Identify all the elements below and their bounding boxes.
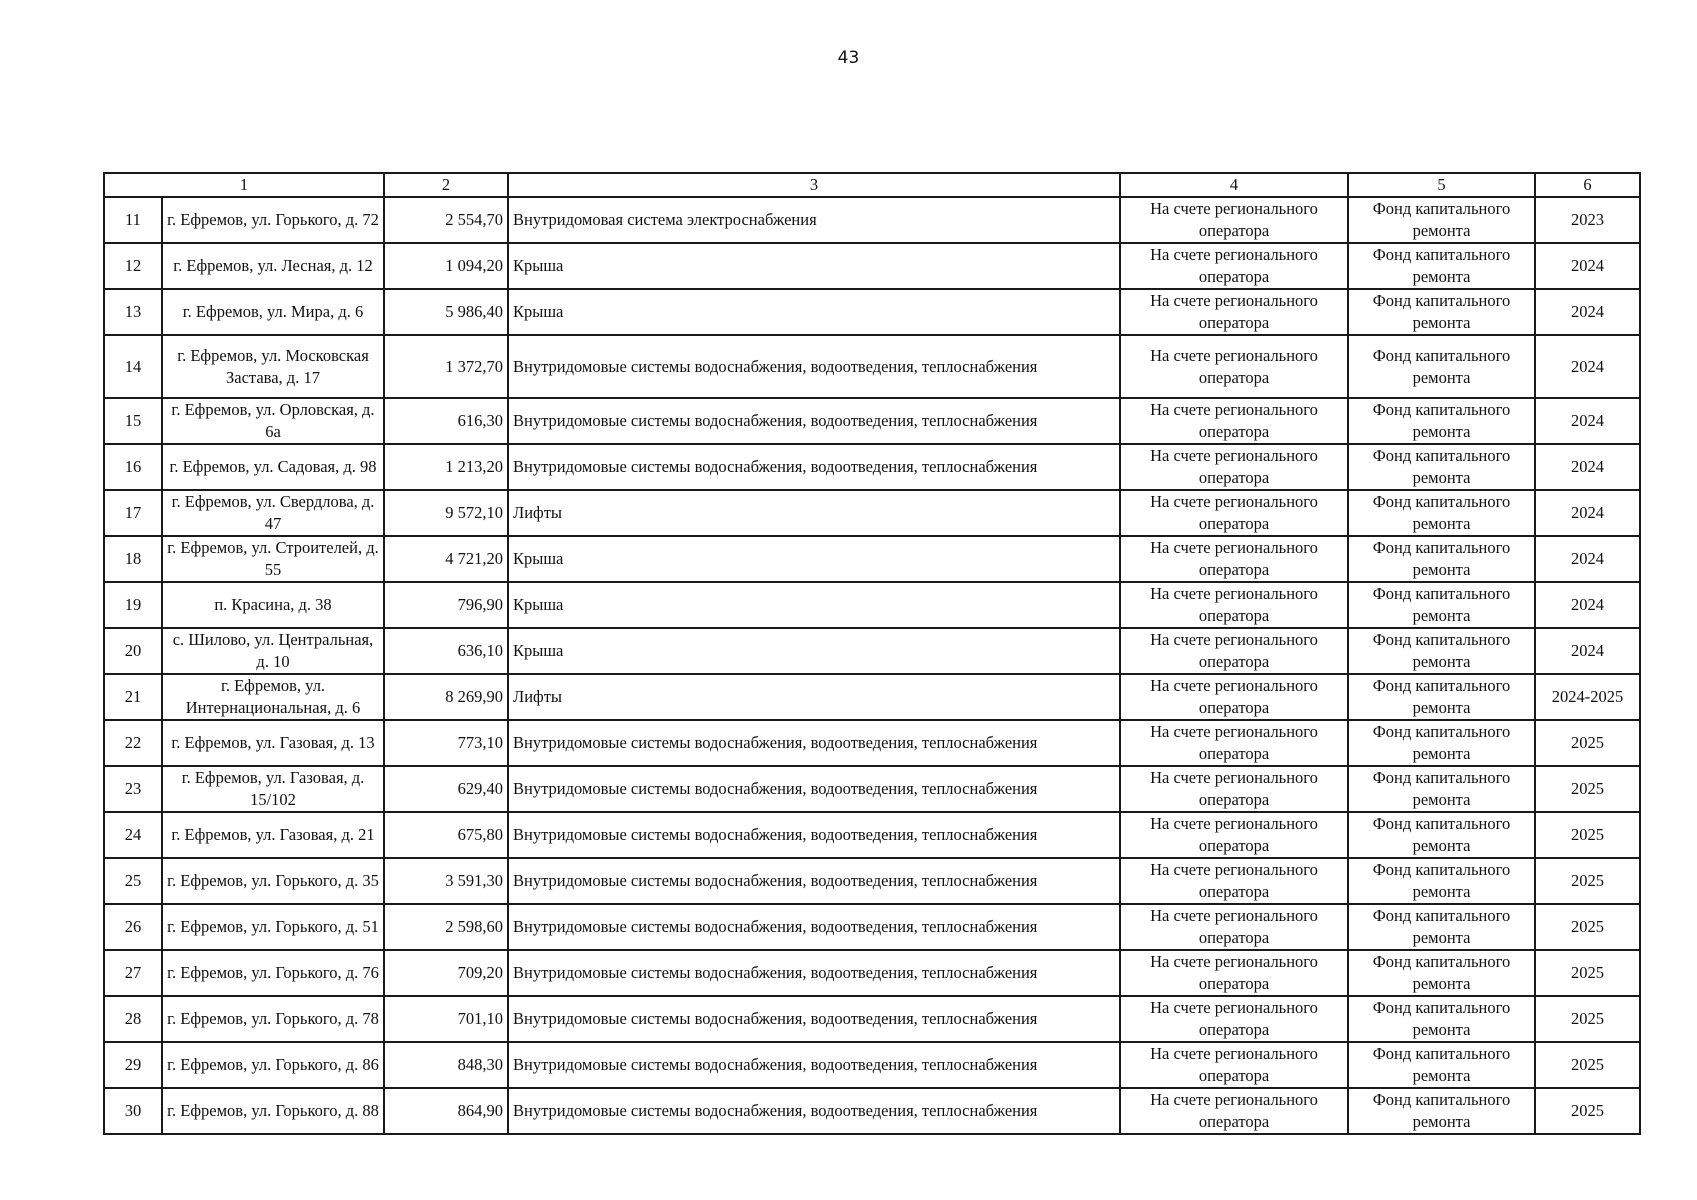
account-cell: На счете регионального оператора — [1120, 1088, 1348, 1134]
year-cell: 2025 — [1535, 720, 1640, 766]
year-cell: 2024 — [1535, 628, 1640, 674]
account-cell: На счете регионального оператора — [1120, 858, 1348, 904]
area-cell: 1 094,20 — [384, 243, 508, 289]
address-cell: г. Ефремов, ул. Орловская, д. 6а — [162, 398, 384, 444]
funding-source-cell: Фонд капитального ремонта — [1348, 1088, 1535, 1134]
area-cell: 709,20 — [384, 950, 508, 996]
address-cell: г. Ефремов, ул. Газовая, д. 13 — [162, 720, 384, 766]
work-type-cell: Внутридомовые системы водоснабжения, водоотведения, теплоснабжения — [508, 720, 1120, 766]
area-cell: 773,10 — [384, 720, 508, 766]
address-cell: г. Ефремов, ул. Горького, д. 78 — [162, 996, 384, 1042]
account-cell: На счете регионального оператора — [1120, 536, 1348, 582]
address-cell: г. Ефремов, ул. Горького, д. 51 — [162, 904, 384, 950]
year-cell: 2024 — [1535, 335, 1640, 398]
year-cell: 2025 — [1535, 904, 1640, 950]
funding-source-cell: Фонд капитального ремонта — [1348, 996, 1535, 1042]
column-header: 2 — [384, 173, 508, 197]
funding-source-cell: Фонд капитального ремонта — [1348, 812, 1535, 858]
address-cell: г. Ефремов, ул. Горького, д. 35 — [162, 858, 384, 904]
funding-source-cell: Фонд капитального ремонта — [1348, 720, 1535, 766]
row-number: 27 — [104, 950, 162, 996]
table-row — [104, 398, 1640, 444]
table-row — [104, 858, 1640, 904]
year-cell: 2023 — [1535, 197, 1640, 243]
work-type-cell: Внутридомовые системы водоснабжения, водоотведения, теплоснабжения — [508, 904, 1120, 950]
area-cell: 701,10 — [384, 996, 508, 1042]
row-number: 26 — [104, 904, 162, 950]
funding-source-cell: Фонд капитального ремонта — [1348, 444, 1535, 490]
row-number: 12 — [104, 243, 162, 289]
account-cell: На счете регионального оператора — [1120, 812, 1348, 858]
row-number: 16 — [104, 444, 162, 490]
address-cell: г. Ефремов, ул. Строителей, д. 55 — [162, 536, 384, 582]
row-number: 19 — [104, 582, 162, 628]
area-cell: 8 269,90 — [384, 674, 508, 720]
account-cell: На счете регионального оператора — [1120, 243, 1348, 289]
page-number: 43 — [837, 48, 860, 68]
table-row — [104, 766, 1640, 812]
account-cell: На счете регионального оператора — [1120, 766, 1348, 812]
area-cell: 2 598,60 — [384, 904, 508, 950]
work-type-cell: Крыша — [508, 289, 1120, 335]
year-cell: 2024 — [1535, 444, 1640, 490]
column-header: 3 — [508, 173, 1120, 197]
work-type-cell: Внутридомовые системы водоснабжения, водоотведения, теплоснабжения — [508, 812, 1120, 858]
work-type-cell: Внутридомовые системы водоснабжения, водоотведения, теплоснабжения — [508, 996, 1120, 1042]
table-row — [104, 335, 1640, 398]
address-cell: г. Ефремов, ул. Свердлова, д. 47 — [162, 490, 384, 536]
column-header: 1 — [104, 173, 384, 197]
year-cell: 2024-2025 — [1535, 674, 1640, 720]
work-type-cell: Крыша — [508, 243, 1120, 289]
address-cell: г. Ефремов, ул. Газовая, д. 21 — [162, 812, 384, 858]
funding-source-cell: Фонд капитального ремонта — [1348, 536, 1535, 582]
year-cell: 2024 — [1535, 582, 1640, 628]
funding-source-cell: Фонд капитального ремонта — [1348, 1042, 1535, 1088]
table-row — [104, 582, 1640, 628]
area-cell: 2 554,70 — [384, 197, 508, 243]
work-type-cell: Внутридомовые системы водоснабжения, водоотведения, теплоснабжения — [508, 398, 1120, 444]
work-type-cell: Крыша — [508, 536, 1120, 582]
account-cell: На счете регионального оператора — [1120, 197, 1348, 243]
account-cell: На счете регионального оператора — [1120, 335, 1348, 398]
area-cell: 864,90 — [384, 1088, 508, 1134]
row-number: 30 — [104, 1088, 162, 1134]
account-cell: На счете регионального оператора — [1120, 950, 1348, 996]
address-cell: с. Шилово, ул. Центральная, д. 10 — [162, 628, 384, 674]
funding-source-cell: Фонд капитального ремонта — [1348, 766, 1535, 812]
header-row — [104, 173, 1640, 197]
row-number: 14 — [104, 335, 162, 398]
area-cell: 4 721,20 — [384, 536, 508, 582]
address-cell: г. Ефремов, ул. Горького, д. 86 — [162, 1042, 384, 1088]
table-row — [104, 812, 1640, 858]
row-number: 13 — [104, 289, 162, 335]
area-cell: 675,80 — [384, 812, 508, 858]
funding-source-cell: Фонд капитального ремонта — [1348, 904, 1535, 950]
funding-source-cell: Фонд капитального ремонта — [1348, 335, 1535, 398]
address-cell: г. Ефремов, ул. Горького, д. 72 — [162, 197, 384, 243]
table-row — [104, 1088, 1640, 1134]
address-cell: г. Ефремов, ул. Московская Застава, д. 17 — [162, 335, 384, 398]
account-cell: На счете регионального оператора — [1120, 444, 1348, 490]
table-row — [104, 674, 1640, 720]
area-cell: 848,30 — [384, 1042, 508, 1088]
column-header: 5 — [1348, 173, 1535, 197]
work-type-cell: Внутридомовая система электроснабжения — [508, 197, 1120, 243]
table-row — [104, 904, 1640, 950]
funding-source-cell: Фонд капитального ремонта — [1348, 858, 1535, 904]
table-row — [104, 490, 1640, 536]
account-cell: На счете регионального оператора — [1120, 720, 1348, 766]
year-cell: 2025 — [1535, 996, 1640, 1042]
year-cell: 2025 — [1535, 812, 1640, 858]
area-cell: 1 213,20 — [384, 444, 508, 490]
work-type-cell: Внутридомовые системы водоснабжения, водоотведения, теплоснабжения — [508, 1088, 1120, 1134]
work-type-cell: Крыша — [508, 582, 1120, 628]
work-type-cell: Лифты — [508, 674, 1120, 720]
column-header: 4 — [1120, 173, 1348, 197]
table-row — [104, 720, 1640, 766]
address-cell: г. Ефремов, ул. Горького, д. 88 — [162, 1088, 384, 1134]
work-type-cell: Внутридомовые системы водоснабжения, водоотведения, теплоснабжения — [508, 950, 1120, 996]
area-cell: 616,30 — [384, 398, 508, 444]
account-cell: На счете регионального оператора — [1120, 490, 1348, 536]
funding-source-cell: Фонд капитального ремонта — [1348, 628, 1535, 674]
address-cell: г. Ефремов, ул. Горького, д. 76 — [162, 950, 384, 996]
area-cell: 3 591,30 — [384, 858, 508, 904]
year-cell: 2024 — [1535, 243, 1640, 289]
work-type-cell: Внутридомовые системы водоснабжения, водоотведения, теплоснабжения — [508, 858, 1120, 904]
table-row — [104, 950, 1640, 996]
work-type-cell: Лифты — [508, 490, 1120, 536]
table-row — [104, 1042, 1640, 1088]
work-type-cell: Внутридомовые системы водоснабжения, водоотведения, теплоснабжения — [508, 335, 1120, 398]
table-row — [104, 444, 1640, 490]
year-cell: 2024 — [1535, 536, 1640, 582]
area-cell: 5 986,40 — [384, 289, 508, 335]
year-cell: 2024 — [1535, 398, 1640, 444]
row-number: 25 — [104, 858, 162, 904]
work-type-cell: Крыша — [508, 628, 1120, 674]
funding-source-cell: Фонд капитального ремонта — [1348, 950, 1535, 996]
account-cell: На счете регионального оператора — [1120, 1042, 1348, 1088]
table-row — [104, 996, 1640, 1042]
table-row — [104, 628, 1640, 674]
row-number: 11 — [104, 197, 162, 243]
row-number: 17 — [104, 490, 162, 536]
work-type-cell: Внутридомовые системы водоснабжения, водоотведения, теплоснабжения — [508, 766, 1120, 812]
address-cell: г. Ефремов, ул. Садовая, д. 98 — [162, 444, 384, 490]
row-number: 22 — [104, 720, 162, 766]
column-header: 6 — [1535, 173, 1640, 197]
table-row — [104, 197, 1640, 243]
account-cell: На счете регионального оператора — [1120, 289, 1348, 335]
year-cell: 2024 — [1535, 490, 1640, 536]
row-number: 20 — [104, 628, 162, 674]
year-cell: 2025 — [1535, 1042, 1640, 1088]
funding-source-cell: Фонд капитального ремонта — [1348, 490, 1535, 536]
account-cell: На счете регионального оператора — [1120, 904, 1348, 950]
year-cell: 2024 — [1535, 289, 1640, 335]
table-row — [104, 289, 1640, 335]
funding-source-cell: Фонд капитального ремонта — [1348, 243, 1535, 289]
row-number: 23 — [104, 766, 162, 812]
account-cell: На счете регионального оператора — [1120, 628, 1348, 674]
year-cell: 2025 — [1535, 950, 1640, 996]
account-cell: На счете регионального оператора — [1120, 398, 1348, 444]
row-number: 29 — [104, 1042, 162, 1088]
year-cell: 2025 — [1535, 858, 1640, 904]
account-cell: На счете регионального оператора — [1120, 674, 1348, 720]
address-cell: п. Красина, д. 38 — [162, 582, 384, 628]
funding-source-cell: Фонд капитального ремонта — [1348, 398, 1535, 444]
work-type-cell: Внутридомовые системы водоснабжения, водоотведения, теплоснабжения — [508, 444, 1120, 490]
area-cell: 9 572,10 — [384, 490, 508, 536]
table-row — [104, 536, 1640, 582]
year-cell: 2025 — [1535, 1088, 1640, 1134]
address-cell: г. Ефремов, ул. Лесная, д. 12 — [162, 243, 384, 289]
account-cell: На счете регионального оператора — [1120, 996, 1348, 1042]
address-cell: г. Ефремов, ул. Мира, д. 6 — [162, 289, 384, 335]
row-number: 21 — [104, 674, 162, 720]
row-number: 15 — [104, 398, 162, 444]
funding-source-cell: Фонд капитального ремонта — [1348, 197, 1535, 243]
capital-repair-table — [103, 172, 1641, 1135]
address-cell: г. Ефремов, ул. Интернациональная, д. 6 — [162, 674, 384, 720]
address-cell: г. Ефремов, ул. Газовая, д. 15/102 — [162, 766, 384, 812]
funding-source-cell: Фонд капитального ремонта — [1348, 674, 1535, 720]
funding-source-cell: Фонд капитального ремонта — [1348, 582, 1535, 628]
area-cell: 796,90 — [384, 582, 508, 628]
row-number: 28 — [104, 996, 162, 1042]
row-number: 18 — [104, 536, 162, 582]
area-cell: 629,40 — [384, 766, 508, 812]
area-cell: 636,10 — [384, 628, 508, 674]
account-cell: На счете регионального оператора — [1120, 582, 1348, 628]
funding-source-cell: Фонд капитального ремонта — [1348, 289, 1535, 335]
row-number: 24 — [104, 812, 162, 858]
work-type-cell: Внутридомовые системы водоснабжения, водоотведения, теплоснабжения — [508, 1042, 1120, 1088]
year-cell: 2025 — [1535, 766, 1640, 812]
area-cell: 1 372,70 — [384, 335, 508, 398]
table-row — [104, 243, 1640, 289]
